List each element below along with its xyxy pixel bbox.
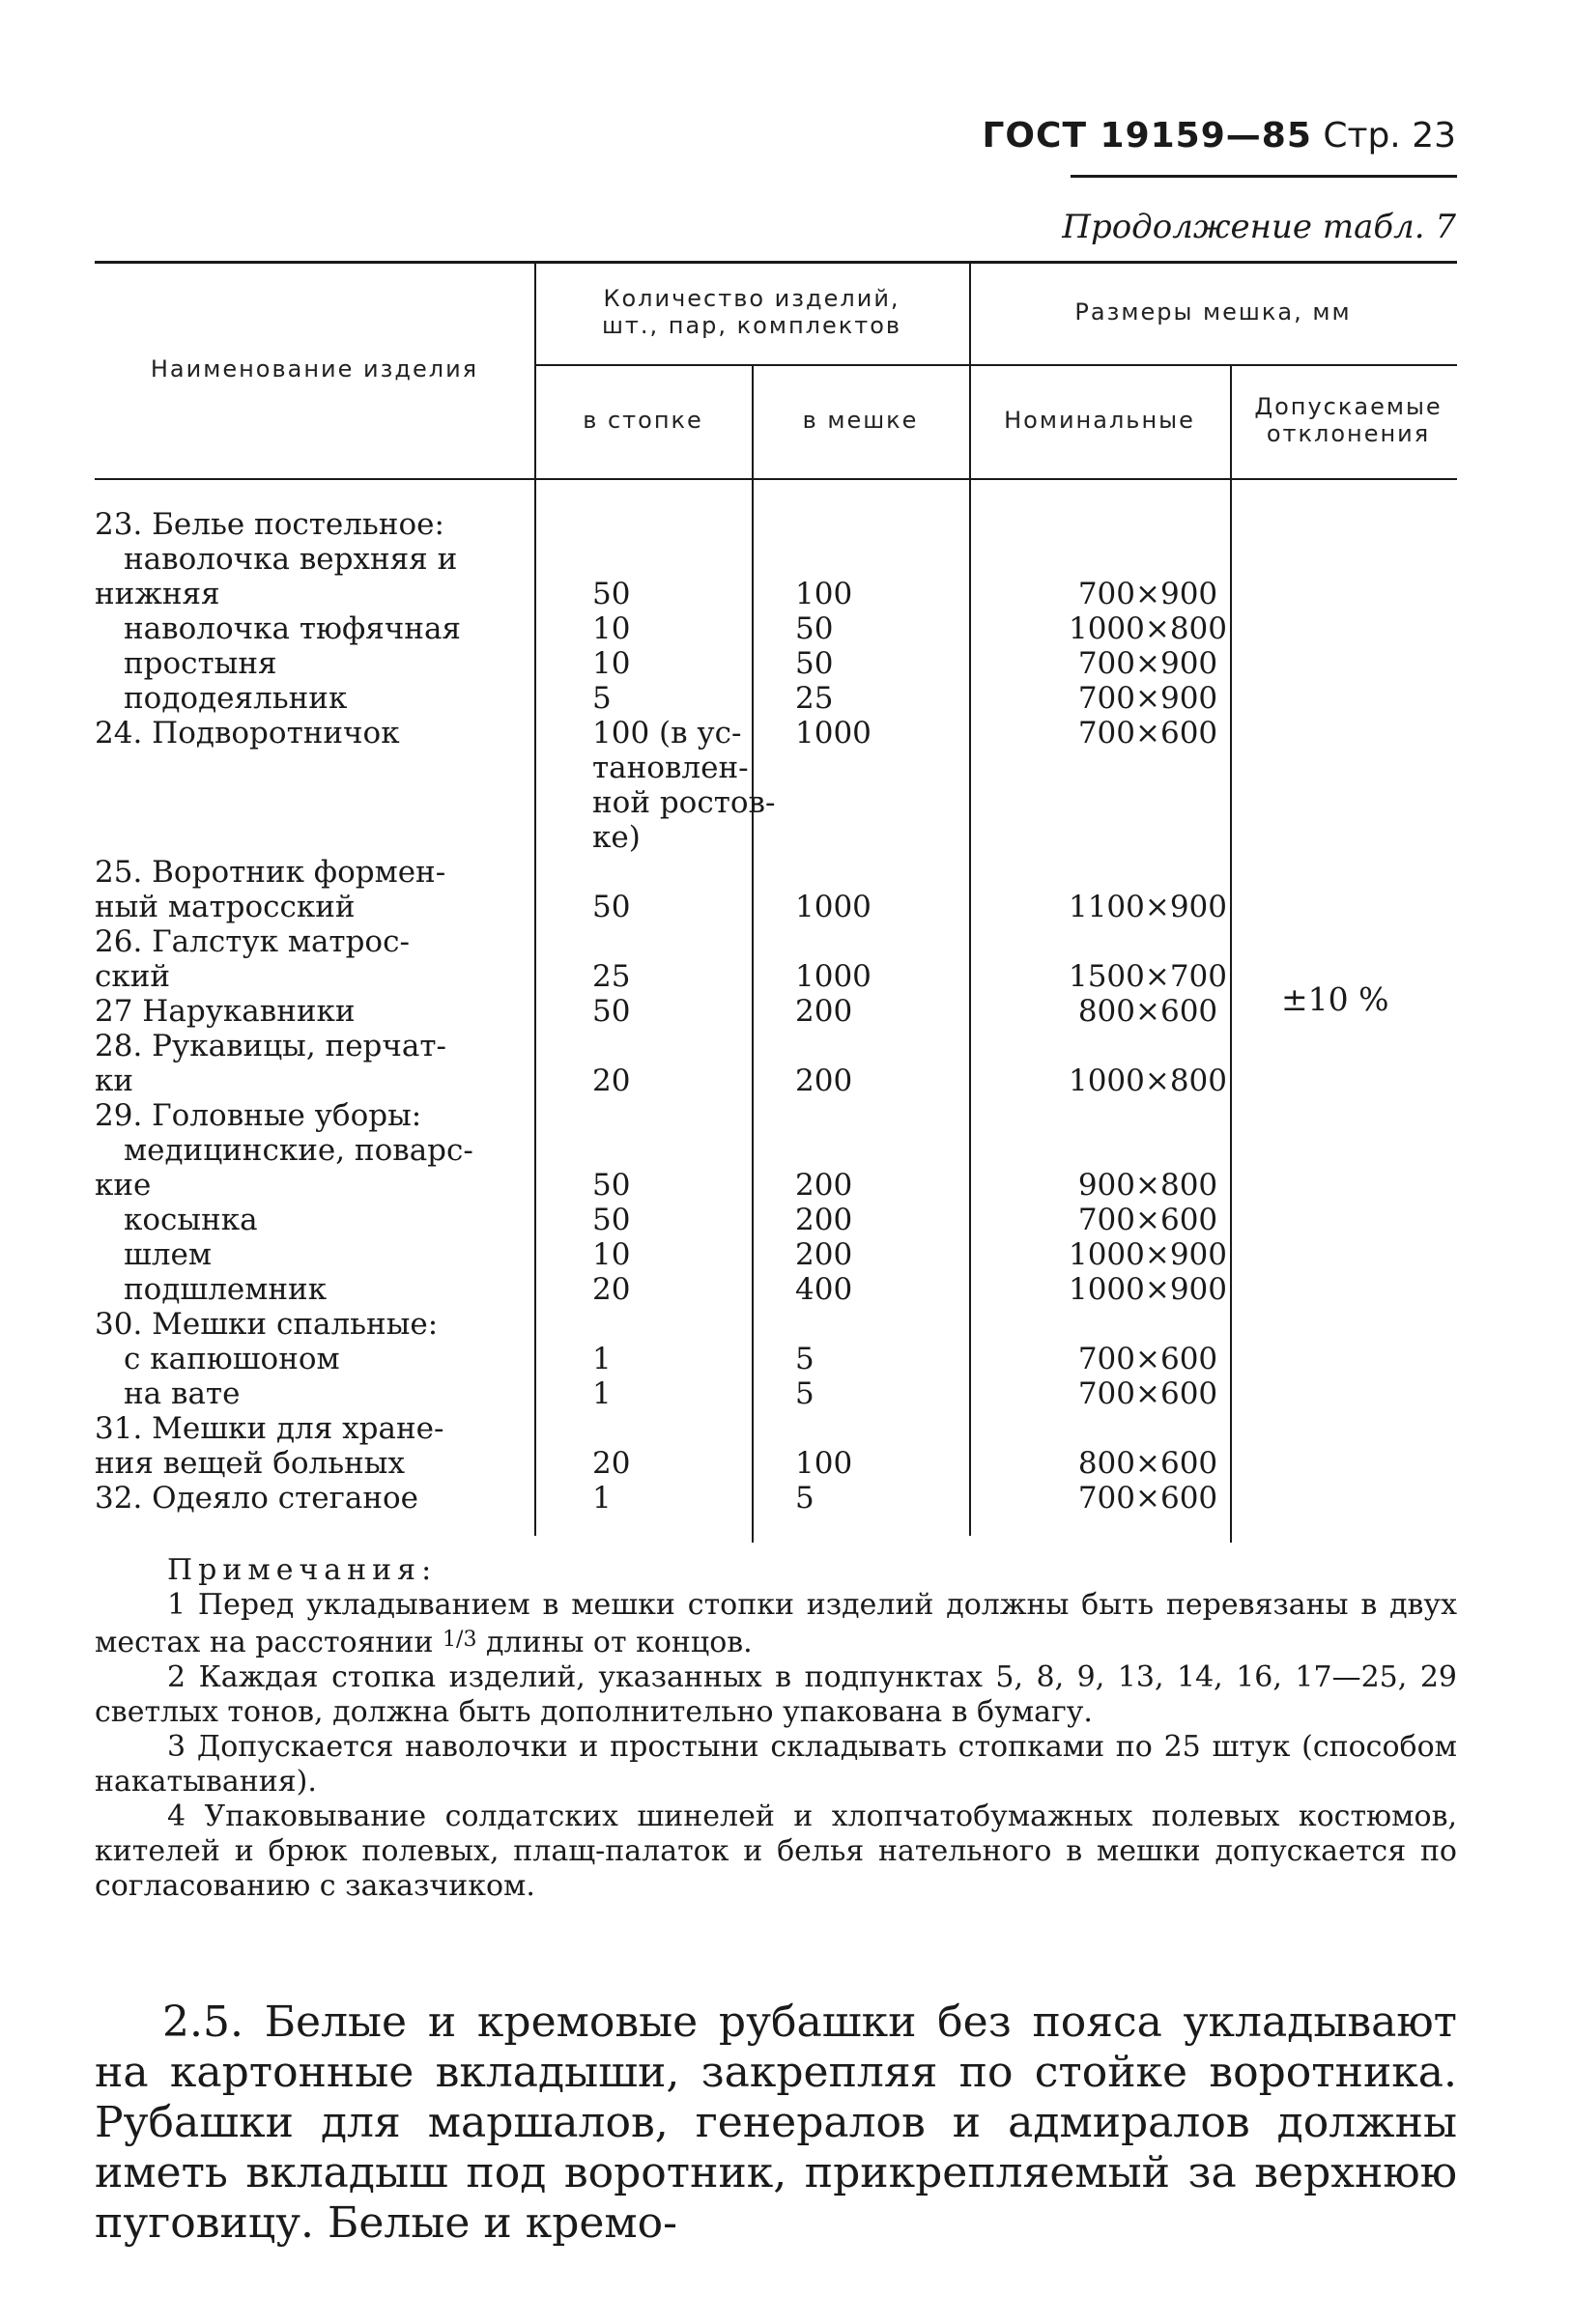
table-row xyxy=(95,1237,1457,1272)
header-tolerance: Допускаемые отклонения xyxy=(1254,393,1443,447)
item-name-cell: нижняя xyxy=(95,577,220,611)
nominal-size-cell: 700×900 xyxy=(1077,646,1218,681)
table-row xyxy=(95,751,1457,785)
nominal-size-cell: 700×600 xyxy=(1077,1376,1218,1411)
notes-section xyxy=(95,1553,1457,1904)
in-stack-cell: 50 xyxy=(592,890,631,924)
item-name-cell: ский xyxy=(95,959,171,994)
nominal-size-cell: 1000×800 xyxy=(1068,1063,1228,1098)
item-name-cell: 25. Воротник формен- xyxy=(95,855,446,890)
table-row xyxy=(95,785,1457,820)
header-item-name: Наименование изделия xyxy=(150,354,479,383)
in-stack-cell: 20 xyxy=(592,1446,631,1481)
nominal-size-cell: 1100×900 xyxy=(1068,890,1228,924)
tolerance-value: ±10 % xyxy=(1281,980,1389,1018)
nominal-size-cell: 1000×900 xyxy=(1068,1237,1228,1272)
in-bag-cell: 200 xyxy=(795,994,853,1029)
table-row xyxy=(95,1307,1457,1342)
in-stack-cell: 50 xyxy=(592,577,631,611)
table-row xyxy=(95,994,1457,1029)
in-stack-cell: 20 xyxy=(592,1272,631,1307)
item-name-cell: 27 Нарукавники xyxy=(95,994,356,1029)
item-name-cell: 26. Галстук матрос- xyxy=(95,924,410,959)
item-name-cell: 24. Подворотничок xyxy=(95,716,400,751)
paragraph-2-5: 2.5. Белые и кремовые рубашки без пояса укладывают на картонные вкладыши, закрепляя по стойке воротника. Рубашки для маршалов, генералов и адмиралов должны иметь вкладыш под воротник, прикрепляемый за верхнюю пуговицу. Белые и кремо- xyxy=(95,1998,1457,2248)
item-name-cell: 31. Мешки для хране- xyxy=(95,1411,444,1446)
table-continuation-label: Продолжение табл. 7 xyxy=(1062,208,1456,246)
item-name-cell: наволочка верхняя и xyxy=(124,542,458,577)
in-stack-cell: 50 xyxy=(592,994,631,1029)
item-name-cell: пододеяльник xyxy=(124,681,348,716)
table-row xyxy=(95,1272,1457,1307)
table-row xyxy=(95,611,1457,646)
header-rule xyxy=(1071,175,1457,178)
header-nominal: Номинальные xyxy=(1004,407,1195,435)
in-bag-cell: 100 xyxy=(795,1446,853,1481)
table-row xyxy=(95,959,1457,994)
table-row xyxy=(95,1029,1457,1063)
in-bag-cell: 1000 xyxy=(795,890,872,924)
in-bag-cell: 200 xyxy=(795,1237,853,1272)
item-name-cell: с капюшоном xyxy=(124,1342,340,1376)
in-bag-cell: 5 xyxy=(795,1342,815,1376)
nominal-size-cell: 800×600 xyxy=(1077,994,1218,1029)
item-name-cell: кие xyxy=(95,1168,152,1203)
nominal-size-cell: 700×900 xyxy=(1077,681,1218,716)
page-number: Стр. 23 xyxy=(1323,116,1456,156)
table-row xyxy=(95,1203,1457,1237)
nominal-size-cell: 700×600 xyxy=(1077,1481,1218,1516)
in-bag-cell: 50 xyxy=(795,646,834,681)
table-row xyxy=(95,577,1457,611)
in-stack-cell: тановлен- xyxy=(592,751,749,785)
table-row xyxy=(95,855,1457,890)
table-row xyxy=(95,820,1457,855)
item-name-cell: 32. Одеяло стеганое xyxy=(95,1481,419,1516)
item-name-cell: 23. Белье постельное: xyxy=(95,507,444,542)
in-stack-cell: 1 xyxy=(592,1342,612,1376)
item-name-cell: ки xyxy=(95,1063,134,1098)
nominal-size-cell: 900×800 xyxy=(1077,1168,1218,1203)
item-name-cell: ный матросский xyxy=(95,890,356,924)
item-name-cell: косынка xyxy=(124,1203,258,1237)
in-stack-cell: 100 (в ус- xyxy=(592,716,742,751)
nominal-size-cell: 700×600 xyxy=(1077,1342,1218,1376)
in-stack-cell: 5 xyxy=(592,681,612,716)
table-row xyxy=(95,890,1457,924)
in-bag-cell: 200 xyxy=(795,1168,853,1203)
item-name-cell: подшлемник xyxy=(124,1272,328,1307)
in-stack-cell: 1 xyxy=(592,1481,612,1516)
table-row xyxy=(95,1411,1457,1446)
table-row xyxy=(95,716,1457,751)
in-bag-cell: 5 xyxy=(795,1376,815,1411)
in-stack-cell: 1 xyxy=(592,1376,612,1411)
in-stack-cell: 10 xyxy=(592,1237,631,1272)
note-1-tail: длины от концов. xyxy=(476,1626,753,1659)
note-3: 3 Допускается наволочки и простыни складывать стопками по 25 штук (способом накатывания). xyxy=(95,1730,1457,1799)
table-row xyxy=(95,681,1457,716)
header-in-stack: в стопке xyxy=(583,407,703,435)
page-header xyxy=(982,116,1456,156)
in-stack-cell: 10 xyxy=(592,611,631,646)
in-bag-cell: 100 xyxy=(795,577,853,611)
table-row xyxy=(95,507,1457,542)
in-stack-cell: 10 xyxy=(592,646,631,681)
header-quantity-group: Количество изделий, шт., пар, комплектов xyxy=(601,284,902,339)
nominal-size-cell: 700×900 xyxy=(1077,577,1218,611)
item-name-cell: шлем xyxy=(124,1237,212,1272)
in-bag-cell: 400 xyxy=(795,1272,853,1307)
notes-title: Примечания: xyxy=(167,1553,438,1587)
in-bag-cell: 1000 xyxy=(795,959,872,994)
nominal-size-cell: 700×600 xyxy=(1077,1203,1218,1237)
in-bag-cell: 5 xyxy=(795,1481,815,1516)
in-bag-cell: 200 xyxy=(795,1203,853,1237)
table-row xyxy=(95,1446,1457,1481)
in-bag-cell: 50 xyxy=(795,611,834,646)
standard-number: ГОСТ 19159—85 xyxy=(982,116,1312,156)
in-stack-cell: 50 xyxy=(592,1203,631,1237)
nominal-size-cell: 1000×800 xyxy=(1068,611,1228,646)
table-row xyxy=(95,646,1457,681)
note-1-text: 1 Перед укладыванием в мешки стопки изделий должны быть перевязаны в двух местах на расстоянии xyxy=(95,1588,1457,1659)
item-name-cell: простыня xyxy=(124,646,277,681)
item-name-cell: на вате xyxy=(124,1376,241,1411)
in-stack-cell: ке) xyxy=(592,820,641,855)
table-row xyxy=(95,1098,1457,1133)
nominal-size-cell: 1500×700 xyxy=(1068,959,1228,994)
nominal-size-cell: 700×600 xyxy=(1077,716,1218,751)
nominal-size-cell: 1000×900 xyxy=(1068,1272,1228,1307)
table-row xyxy=(95,542,1457,577)
fraction-one-third: 1/3 xyxy=(443,1628,477,1652)
item-name-cell: ния вещей больных xyxy=(95,1446,405,1481)
in-bag-cell: 200 xyxy=(795,1063,853,1098)
note-1 xyxy=(95,1588,1457,1660)
in-stack-cell: ной ростов- xyxy=(592,785,776,820)
item-name-cell: 28. Рукавицы, перчат- xyxy=(95,1029,446,1063)
note-2: 2 Каждая стопка изделий, указанных в подпунктах 5, 8, 9, 13, 14, 16, 17—25, 29 светлых тонов, должна быть дополнительно упакована в бумагу. xyxy=(95,1660,1457,1729)
table-row xyxy=(95,1168,1457,1203)
item-name-cell: 29. Головные уборы: xyxy=(95,1098,422,1133)
in-bag-cell: 1000 xyxy=(795,716,872,751)
note-4: 4 Упаковывание солдатских шинелей и хлопчатобумажных полевых костюмов, кителей и брюк полевых, плащ-палаток и белья нательного в мешки допускается по согласованию с заказчиком. xyxy=(95,1800,1457,1903)
header-bottom-rule xyxy=(95,478,1457,480)
table-row xyxy=(95,1133,1457,1168)
table-row xyxy=(95,1342,1457,1376)
item-name-cell: медицинские, поварс- xyxy=(124,1133,473,1168)
table-row xyxy=(95,1376,1457,1411)
table-row xyxy=(95,1481,1457,1516)
table-row xyxy=(95,1063,1457,1098)
in-bag-cell: 25 xyxy=(795,681,834,716)
in-stack-cell: 20 xyxy=(592,1063,631,1098)
header-bag-size-group: Размеры мешка, мм xyxy=(1074,298,1352,326)
in-stack-cell: 50 xyxy=(592,1168,631,1203)
in-stack-cell: 25 xyxy=(592,959,631,994)
header-in-bag: в мешке xyxy=(802,407,919,435)
item-name-cell: 30. Мешки спальные: xyxy=(95,1307,439,1342)
item-name-cell: наволочка тюфячная xyxy=(124,611,461,646)
table-row xyxy=(95,924,1457,959)
packing-table xyxy=(95,261,1457,1545)
nominal-size-cell: 800×600 xyxy=(1077,1446,1218,1481)
